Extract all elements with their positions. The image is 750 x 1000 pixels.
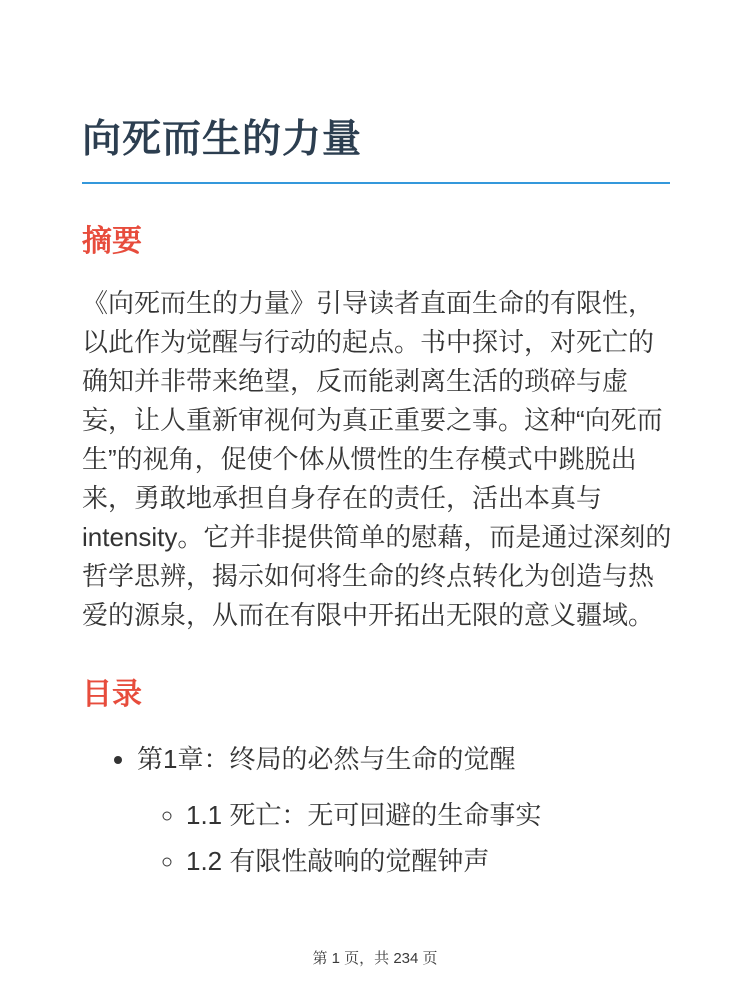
abstract-heading: 摘要	[82, 224, 142, 258]
toc-section-item: ◦ 1.2 有限性敲响的觉醒钟声	[186, 841, 670, 881]
toc-chapter-item	[137, 739, 670, 881]
page-number-indicator: 第 1 页，共 234 页	[312, 950, 438, 967]
document-title: 向死而生的力量	[82, 118, 363, 161]
toc-section-item: ◦ 1.1 死亡：无可回避的生命事实	[186, 795, 670, 835]
toc-chapter-label: 第1章：终局的必然与生命的觉醒	[137, 743, 516, 774]
toc-heading: 目录	[82, 677, 142, 711]
title-divider	[82, 182, 670, 184]
toc-section-list	[137, 795, 670, 881]
abstract-text: 《向死而生的力量》引导读者直面生命的有限性，以此作为觉醒与行动的起点。书中探讨，对死亡的确知并非带来绝望，反而能剥离生活的琐碎与虚妄，让人重新审视何为真正重要之事。这种“向死而生”的视角，促使个体从惯性的生存模式中跳脱出来，勇敢地承担自身存在的责任，活出本真与intensity。它并非提供简单的慰藉，而是通过深刻的哲学思辨，揭示如何将生命的终点转化为创造与热爱的源泉，从而在有限中开拓出无限的意义疆域。	[82, 287, 672, 630]
toc-list	[82, 739, 670, 881]
